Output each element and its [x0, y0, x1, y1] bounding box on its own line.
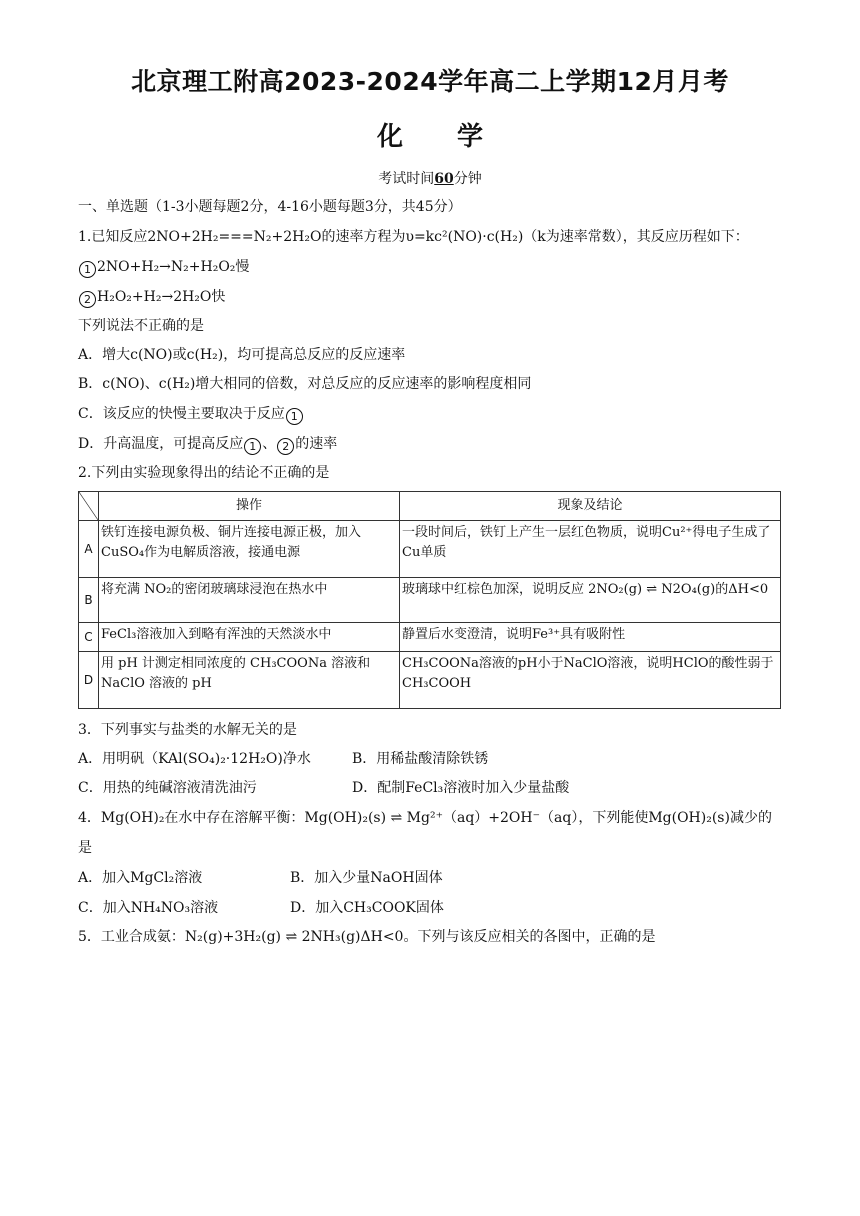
exam-time-value: 60 [434, 171, 454, 187]
subject-title [0, 116, 860, 153]
row-result: 一段时间后，铁钉上产生一层红色物质，说明Cu²⁺得电子生成了Cu单质 [400, 521, 781, 578]
q1-option-a: A．增大c(NO)或c(H₂)，均可提高总反应的反应速率 [78, 347, 406, 363]
q4-stem-cont: 是 [78, 840, 92, 856]
q2-table [78, 491, 781, 709]
q1-ask: 下列说法不正确的是 [78, 318, 204, 334]
row-result: CH₃COONa溶液的pH小于NaClO溶液，说明HClO的酸性弱于CH₃COOH [400, 652, 781, 709]
row-operation: 用 pH 计测定相同浓度的 CH₃COONa 溶液和NaClO 溶液的 pH [99, 652, 400, 709]
header-operation: 操作 [99, 492, 400, 521]
header-result: 现象及结论 [400, 492, 781, 521]
row-operation: 铁钉连接电源负极、铜片连接电源正极，加入 CuSO₄作为电解质溶液，接通电源 [99, 521, 400, 578]
q3-stem: 3．下列事实与盐类的水解无关的是 [78, 722, 297, 738]
q1-step1: 1 2NO+H₂→N₂+H₂O₂慢 [78, 258, 249, 278]
q4-option-c: C．加入NH₄NO₃溶液 [78, 900, 219, 916]
exam-title: 北京理工附高2023-2024学年高二上学期12月月考 [131, 67, 729, 96]
table-row [79, 578, 781, 623]
row-label: A [79, 521, 99, 578]
section-heading: 一、单选题（1-3小题每题2分，4-16小题每题3分，共45分） [78, 199, 462, 215]
circled-number: 2 [79, 291, 96, 308]
q1-step2: 2 H₂O₂+H₂→2H₂O快 [78, 288, 225, 308]
table-row [79, 521, 781, 578]
table-header-row [79, 492, 781, 521]
q1-option-b: B．c(NO)、c(H₂)增大相同的倍数，对总反应的反应速率的影响程度相同 [78, 376, 532, 392]
q4-option-a: A．加入MgCl₂溶液 [78, 870, 203, 886]
exam-time: 考试时间60分钟 [378, 171, 482, 187]
row-result: 玻璃球中红棕色加深，说明反应 2NO₂(g) ⇌ N2O₄(g)的ΔH<0 [400, 578, 781, 623]
q5-stem: 5．工业合成氨：N₂(g)+3H₂(g) ⇌ 2NH₃(g)ΔH<0。下列与该反应相关的各图中，正确的是 [78, 929, 656, 945]
q3-option-b: B．用稀盐酸清除铁锈 [352, 751, 489, 767]
row-label: D [79, 652, 99, 709]
circled-number: 2 [277, 438, 294, 455]
table-row [79, 623, 781, 652]
q1-stem: 1.已知反应2NO+2H₂===N₂+2H₂O的速率方程为υ=kc²(NO)·c(H₂)（k为速率常数），其反应历程如下： [78, 229, 749, 245]
q4-option-b: B．加入少量NaOH固体 [290, 870, 443, 886]
q1-option-c: C．该反应的快慢主要取决于反应 1 [78, 405, 304, 425]
row-operation: 将充满 NO₂的密闭玻璃球浸泡在热水中 [99, 578, 400, 623]
subject-char-2: 学 [457, 122, 484, 152]
table-row [79, 652, 781, 709]
q1-option-d: D．升高温度，可提高反应 1 、 2 的速率 [78, 436, 338, 453]
row-result: 静置后水变澄清，说明Fe³⁺具有吸附性 [400, 623, 781, 652]
circled-number: 1 [79, 261, 96, 278]
circled-number: 1 [286, 408, 303, 425]
circled-number: 1 [244, 438, 261, 455]
row-label: C [79, 623, 99, 652]
q2-stem: 2.下列由实验现象得出的结论不正确的是 [78, 465, 330, 481]
row-label: B [79, 578, 99, 623]
q3-option-a: A．用明矾（KAl(SO₄)₂·12H₂O)净水 [78, 751, 311, 767]
q4-stem: 4．Mg(OH)₂在水中存在溶解平衡：Mg(OH)₂(s) ⇌ Mg²⁺（aq）+2OH⁻（aq），下列能使Mg(OH)₂(s)减少的 [78, 810, 772, 826]
row-operation: FeCl₃溶液加入到略有浑浊的天然淡水中 [99, 623, 400, 652]
q3-option-d: D．配制FeCl₃溶液时加入少量盐酸 [352, 780, 570, 796]
subject-char-1: 化 [376, 122, 403, 152]
diagonal-header-cell [79, 492, 99, 521]
q3-option-c: C．用热的纯碱溶液清洗油污 [78, 780, 257, 796]
q4-option-d: D．加入CH₃COOK固体 [290, 900, 444, 916]
